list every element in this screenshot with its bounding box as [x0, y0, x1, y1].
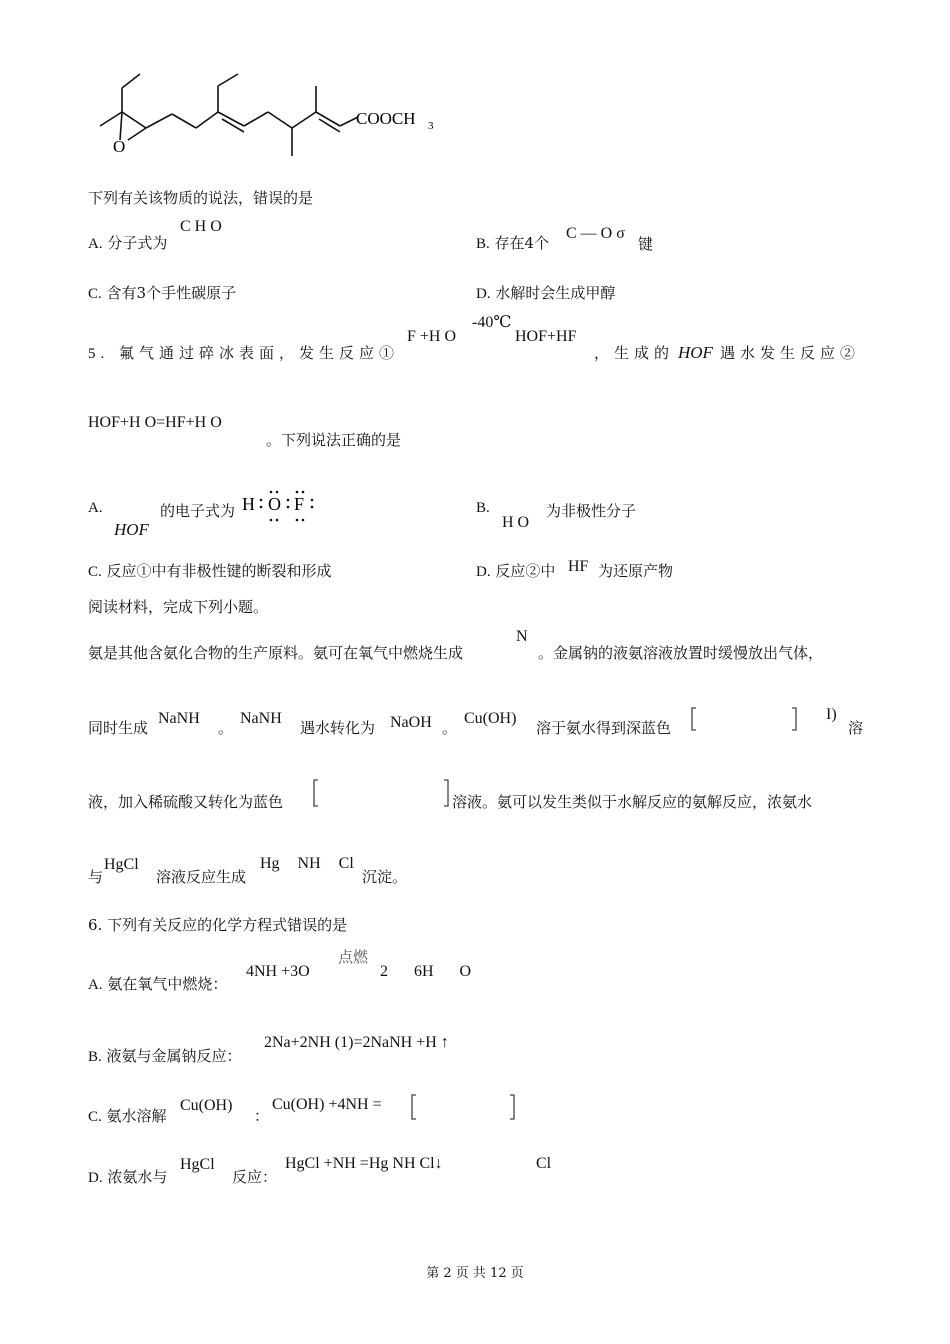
reading-line1-text: 氨是其他含氨化合物的生产原料。氨可在氧气中燃烧生成 [88, 644, 464, 662]
q4-d-label: D. [476, 286, 491, 302]
q5-d-formula: HF [568, 558, 589, 575]
q5-option-d [476, 560, 555, 581]
electron-h: H [242, 494, 255, 514]
structural-formula [88, 62, 458, 162]
q4-b-pre: 存在4个 [494, 234, 550, 252]
q6-a-eq-right: 2 6H O [380, 963, 472, 980]
q4-b-label: B. [476, 236, 490, 252]
reading-l2-f: 溶 [848, 719, 864, 737]
q6-d-formula: HgCl [180, 1156, 215, 1173]
reading-l4-a: 与 [88, 868, 104, 886]
q6-c-colon: ： [254, 1107, 270, 1125]
bracket-complex-1 [690, 706, 800, 732]
q5-stem-line1 [88, 342, 399, 363]
q6-stem: 6. 下列有关反应的化学方程式错误的是 [88, 916, 348, 934]
reading-intro: 阅读材料，完成下列小题。 [88, 598, 269, 616]
ring-oxygen: O [113, 137, 126, 156]
q5-a-label: A. [88, 500, 103, 516]
reading-l4-b: 溶液反应生成 [156, 868, 247, 886]
electron-dot-diagram [242, 490, 318, 524]
q4-c-text: 含有3个手性碳原子 [106, 284, 237, 302]
electron-f: F [294, 494, 305, 514]
q6-c-formula: Cu(OH) [180, 1097, 233, 1114]
ester-subscript: 3 [428, 120, 434, 132]
q6-a-condition: 点燃 [338, 948, 369, 966]
q6-option-d [88, 1166, 167, 1187]
q5-c-label: C. [88, 564, 102, 580]
q6-option-b [88, 1045, 242, 1066]
q6-d-post: 反应： [232, 1168, 278, 1186]
q6-b-text: 液氨与金属钠反应： [106, 1047, 242, 1065]
q6-d-eq: HgCl +NH =Hg NH Cl↓ [285, 1155, 443, 1172]
q6-d-label: D. [88, 1170, 103, 1186]
q5-eq1-left: F +H O [407, 328, 457, 345]
reading-l2-f3: NaOH [390, 714, 432, 731]
q4-a-text: 分子式为 [107, 234, 168, 252]
q5-a-hof: HOF [114, 520, 149, 539]
q4-c-label: C. [88, 286, 102, 302]
q5-c-text: 反应①中有非极性键的断裂和形成 [106, 562, 332, 580]
bracket-complex-2 [312, 778, 452, 808]
reading-l2-a: 同时生成 [88, 719, 149, 737]
q5-eq1-condition: -40℃ [472, 314, 512, 331]
q5-d-post: 为还原产物 [598, 562, 674, 580]
q4-option-d [476, 282, 615, 303]
q5-stem4: 。下列说法正确的是 [266, 431, 402, 449]
reading-l2-b: 。 [218, 719, 234, 737]
q4-b-post: 键 [638, 235, 654, 253]
q5-eq2: HOF+H O=HF+H O [88, 414, 222, 431]
q5-a-text: 的电子式为 [160, 502, 236, 520]
q6-option-c [88, 1105, 167, 1126]
q6-d-pre: 浓氨水与 [107, 1168, 168, 1186]
q6-c-eq: Cu(OH) +4NH = [272, 1096, 382, 1113]
q4-d-text: 水解时会生成甲醇 [495, 284, 616, 302]
q5-stem3: 遇水发生反应② [720, 344, 861, 362]
q5-b-formula: H O [502, 514, 530, 531]
q5-a-electron-formula [242, 490, 318, 524]
q4-a-label: A. [88, 236, 103, 252]
reading-l4-f2: Hg NH Cl [260, 855, 354, 872]
electron-o: O [268, 494, 281, 514]
page-footer: 第 2 页 共 12 页 [426, 1266, 524, 1281]
reading-line1-rest: 。金属钠的液氨溶液放置时缓慢放出气体， [538, 644, 824, 662]
reading-l2-f2: NaNH [240, 710, 282, 727]
q5-option-c [88, 560, 332, 581]
q6-d-tail: Cl [536, 1155, 552, 1172]
q4-option-c [88, 282, 236, 303]
q5-b-text: 为非极性分子 [546, 502, 637, 520]
q4-stem: 下列有关该物质的说法，错误的是 [88, 189, 314, 207]
q6-a-label: A. [88, 977, 103, 993]
reading-l3-b: 溶液。氨可以发生类似于水解反应的氨解反应，浓氨水 [452, 793, 813, 811]
q6-option-a [88, 973, 227, 994]
reading-l2-e: 溶于氨水得到深蓝色 [536, 719, 672, 737]
reading-line1-n2: N [516, 628, 528, 645]
reading-l2-c: 遇水转化为 [300, 719, 376, 737]
q4-a-formula: C H O [180, 218, 222, 235]
reading-l2-d: 。 [442, 719, 458, 737]
reading-l2-f5: I) [826, 706, 837, 723]
q4-option-b [476, 232, 549, 253]
reading-l4-f1: HgCl [104, 856, 139, 873]
q6-b-eq: 2Na+2NH (1)=2NaNH +H ↑ [264, 1034, 449, 1051]
reading-l4-c: 沉淀。 [362, 868, 408, 886]
q5-stem2: ，生成的 [594, 344, 675, 362]
q5-d-pre: 反应②中 [495, 562, 556, 580]
q4-b-formula: C — O σ [566, 225, 625, 242]
q4-option-a [88, 232, 167, 253]
bracket-complex-3 [410, 1093, 520, 1121]
q5-number: 5. [88, 346, 110, 362]
q5-d-label: D. [476, 564, 491, 580]
q5-hof: HOF [678, 343, 713, 362]
ester-group: COOCH [356, 109, 416, 128]
q5-stem1: 氟气通过碎冰表面，发生反应① [119, 344, 400, 362]
q6-a-text: 氨在氧气中燃烧： [107, 975, 228, 993]
q6-c-text: 氨水溶解 [106, 1107, 167, 1125]
q5-b-label: B. [476, 500, 490, 516]
q6-b-label: B. [88, 1049, 102, 1065]
q6-c-label: C. [88, 1109, 102, 1125]
q6-a-eq-left: 4NH +3O [246, 963, 310, 980]
reading-l3-a: 液，加入稀硫酸又转化为蓝色 [88, 793, 284, 811]
reading-l2-f4: Cu(OH) [464, 710, 517, 727]
q5-eq1-right: HOF+HF [515, 328, 577, 345]
reading-l2-f1: NaNH [158, 710, 200, 727]
